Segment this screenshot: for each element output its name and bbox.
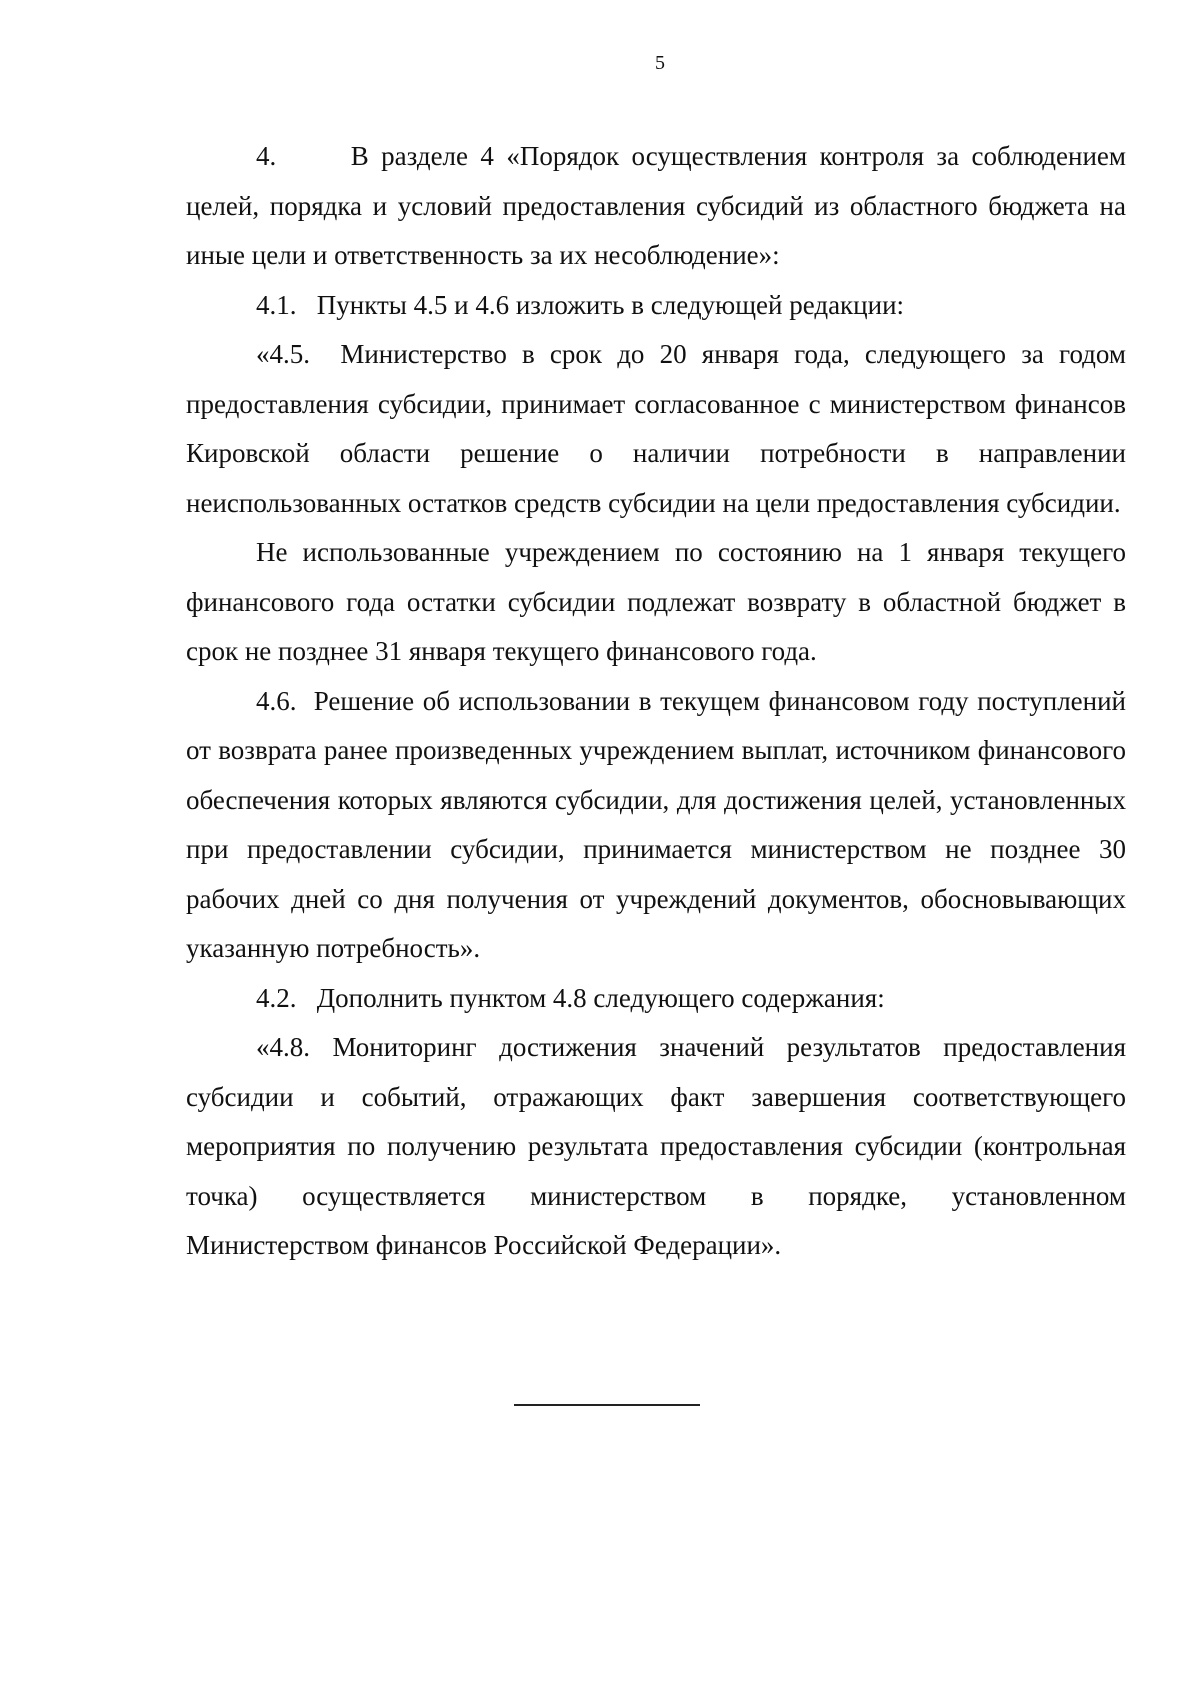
paragraph-4-2: 4.2. Дополнить пунктом 4.8 следующего содержания:: [256, 982, 885, 1013]
paragraph-4-1: 4.1. Пункты 4.5 и 4.6 изложить в следующей редакции:: [256, 289, 905, 320]
document-body: [186, 132, 1126, 1271]
page-number: 5: [655, 52, 665, 74]
end-separator-line: [514, 1404, 700, 1406]
paragraph-4-8: «4.8. Мониторинг достижения значений результатов предоставления субсидии и событий, отражающих факт завершения соответствующего мероприятия по получению результата предоставления субсидии (контрольная точка) осуществляется министерством в порядке, установленном Министерством финансов Российской Федерации».: [186, 1032, 1126, 1260]
paragraph-unused-balances: Не использованные учреждением по состоянию на 1 января текущего финансового года остатки субсидии подлежат возврату в областной бюджет в срок не позднее 31 января текущего финансового года.: [186, 537, 1126, 666]
paragraph-section-4: 4. В разделе 4 «Порядок осуществления контроля за соблюдением целей, порядка и условий предоставления субсидий из областного бюджета на иные цели и ответственность за их несоблюдение»:: [186, 141, 1126, 270]
paragraph-4-6: 4.6. Решение об использовании в текущем финансовом году поступлений от возврата ранее произведенных учреждением выплат, источником финансового обеспечения которых являются субсидии, для достижения целей, установленных при предоставлении субсидии, принимается министерством не позднее 30 рабочих дней со дня получения от учреждений документов, обосновывающих указанную потребность».: [186, 685, 1126, 963]
paragraph-4-5: «4.5. Министерство в срок до 20 января года, следующего за годом предоставления субсидии, принимает согласованное с министерством финансов Кировской области решение о наличии потребности в направлении неиспользованных остатков средств субсидии на цели предоставления субсидии.: [186, 339, 1126, 518]
